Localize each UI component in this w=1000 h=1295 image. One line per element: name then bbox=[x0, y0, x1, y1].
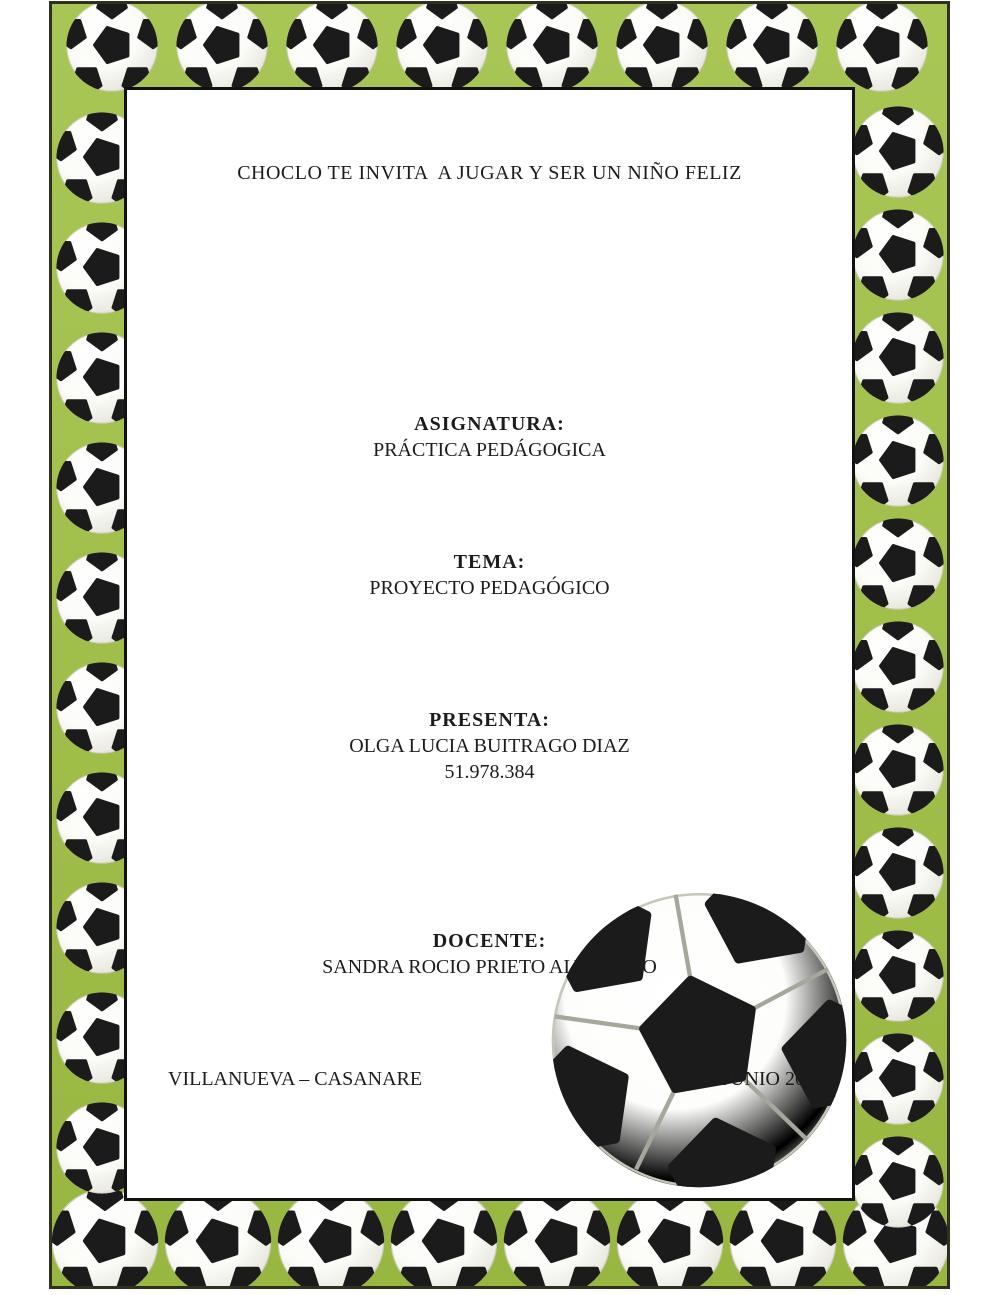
soccer-ball-icon bbox=[174, 1, 270, 94]
soccer-ball-icon bbox=[614, 1186, 726, 1289]
presenta-name: OLGA LUCIA BUITRAGO DIAZ bbox=[349, 735, 630, 757]
soccer-ball-icon bbox=[724, 1, 820, 94]
footer-place: VILLANUEVA – CASANARE bbox=[168, 1068, 423, 1090]
section-tema bbox=[127, 549, 852, 601]
soccer-ball-icon bbox=[850, 1134, 946, 1230]
soccer-ball-icon bbox=[284, 1, 380, 94]
soccer-ball-icon bbox=[501, 1186, 613, 1289]
soccer-ball-icon bbox=[850, 928, 946, 1024]
tema-label: TEMA: bbox=[453, 551, 526, 573]
docente-name: SANDRA ROCIO PRIETO ALVARADO bbox=[322, 956, 657, 978]
soccer-ball-icon bbox=[850, 825, 946, 921]
soccer-ball-icon bbox=[850, 722, 946, 818]
soccer-ball-icon bbox=[394, 1, 490, 94]
soccer-ball-icon bbox=[850, 516, 946, 612]
soccer-ball-icon bbox=[850, 104, 946, 200]
soccer-ball-icon bbox=[850, 413, 946, 509]
soccer-ball-icon bbox=[504, 1, 600, 94]
section-docente bbox=[127, 928, 852, 980]
soccer-ball-icon bbox=[727, 1186, 839, 1289]
soccer-ball-icon bbox=[275, 1186, 387, 1289]
soccer-ball-icon bbox=[850, 413, 946, 509]
section-asignatura bbox=[127, 411, 852, 463]
docente-label: DOCENTE: bbox=[432, 930, 547, 952]
soccer-ball-icon bbox=[850, 1134, 946, 1230]
soccer-ball-icon bbox=[850, 310, 946, 406]
presenta-id-number: 51.978.384 bbox=[444, 761, 535, 783]
soccer-ball-icon bbox=[162, 1186, 274, 1289]
soccer-ball-icon bbox=[850, 619, 946, 715]
soccer-ball-icon bbox=[614, 1, 710, 94]
soccer-ball-icon bbox=[850, 310, 946, 406]
soccer-ball-icon bbox=[850, 825, 946, 921]
soccer-ball-icon bbox=[850, 722, 946, 818]
soccer-ball-icon bbox=[614, 1186, 726, 1289]
soccer-ball-icon bbox=[850, 1031, 946, 1127]
soccer-ball-icon bbox=[388, 1186, 500, 1289]
soccer-ball-icon bbox=[614, 1, 710, 94]
tema-value: PROYECTO PEDAGÓGICO bbox=[369, 577, 610, 599]
soccer-ball-icon bbox=[162, 1186, 274, 1289]
soccer-ball-icon bbox=[850, 207, 946, 303]
title-line: CHOCLO TE INVITA A JUGAR Y SER UN NIÑO FELIZ bbox=[237, 162, 742, 184]
soccer-ball-icon bbox=[834, 1, 930, 94]
soccer-ball-icon bbox=[388, 1186, 500, 1289]
soccer-ball-icon bbox=[49, 1186, 161, 1289]
soccer-ball-icon bbox=[64, 1, 160, 94]
soccer-ball-icon bbox=[49, 1186, 161, 1289]
footer-date: 01 JUNIO 2017 bbox=[697, 1068, 825, 1090]
soccer-ball-icon bbox=[850, 1031, 946, 1127]
soccer-ball-icon bbox=[501, 1186, 613, 1289]
soccer-ball-icon bbox=[850, 207, 946, 303]
asignatura-value: PRÁCTICA PEDÁGOGICA bbox=[373, 439, 606, 461]
soccer-ball-icon bbox=[850, 516, 946, 612]
section-presenta bbox=[127, 707, 852, 785]
soccer-ball-icon bbox=[724, 1, 820, 94]
soccer-ball-icon bbox=[275, 1186, 387, 1289]
soccer-ball-icon bbox=[850, 619, 946, 715]
soccer-ball-icon bbox=[727, 1186, 839, 1289]
soccer-ball-icon bbox=[834, 1, 930, 94]
soccer-ball-icon bbox=[504, 1, 600, 94]
footer-row bbox=[127, 1066, 852, 1092]
asignatura-label: ASIGNATURA: bbox=[414, 413, 565, 435]
soccer-ball-icon bbox=[64, 1, 160, 94]
soccer-ball-icon bbox=[850, 928, 946, 1024]
soccer-ball-icon bbox=[850, 104, 946, 200]
soccer-ball-icon bbox=[284, 1, 380, 94]
presenta-label: PRESENTA: bbox=[429, 709, 550, 731]
soccer-ball-icon bbox=[394, 1, 490, 94]
page-sheet bbox=[124, 87, 855, 1201]
soccer-ball-icon bbox=[174, 1, 270, 94]
